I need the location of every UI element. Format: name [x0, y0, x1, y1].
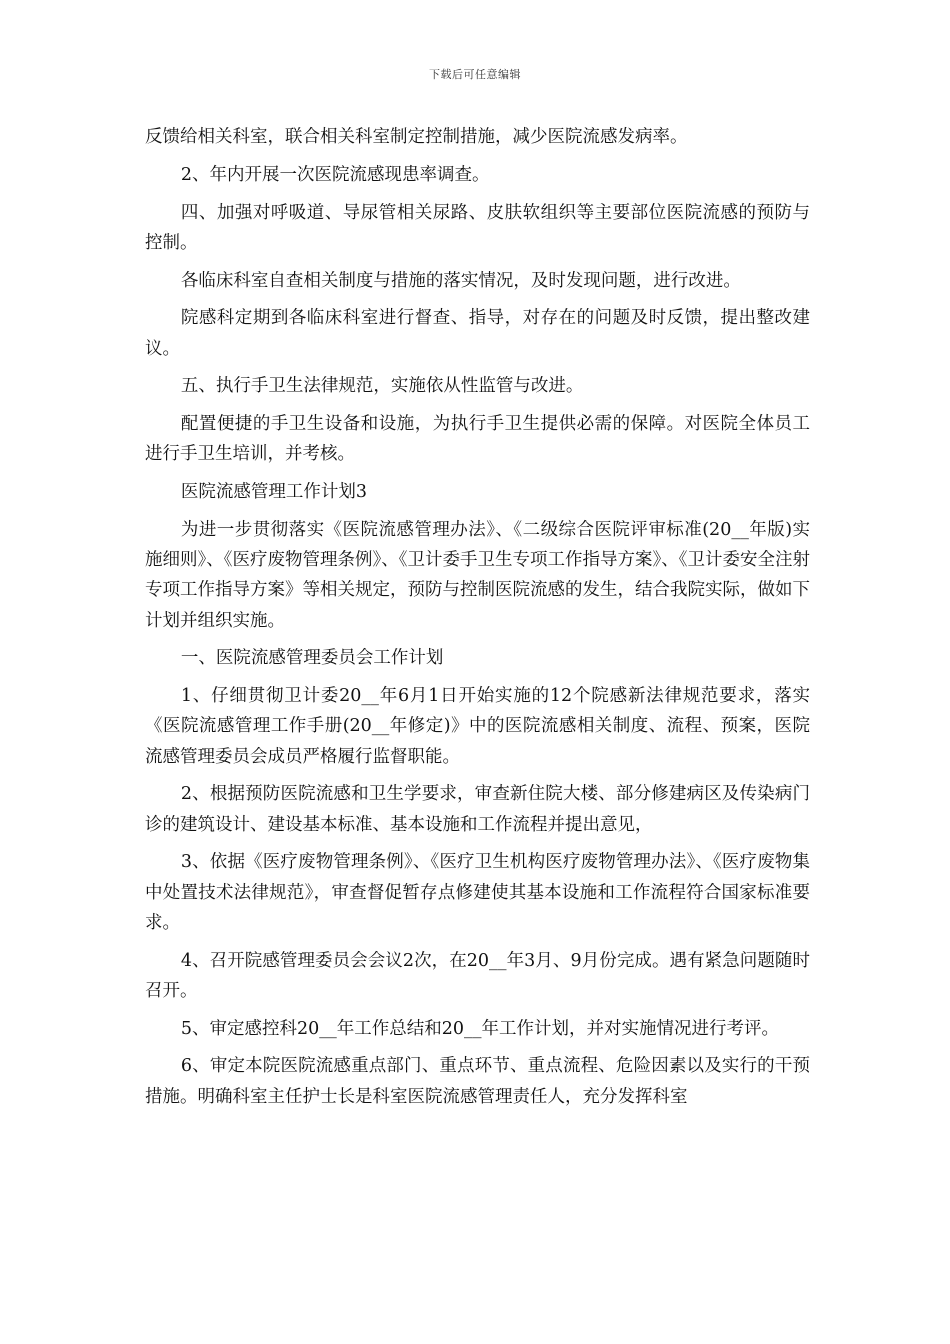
section-heading: 五、执行手卫生法律规范，实施依从性监管与改进。 [180, 376, 584, 397]
document-body [145, 122, 810, 1119]
paragraph: 反馈给相关科室，联合相关科室制定控制措施，减少医院流感发病率。 [145, 127, 688, 147]
paragraph: 各临床科室自查相关制度与措施的落实情况，及时发现问题，进行改进。 [180, 270, 741, 291]
section-heading: 四、加强对呼吸道、导尿管相关尿路、皮肤软组织等主要部位医院流感的预防与控制。 [145, 202, 810, 253]
list-item: 3、依据《医疗废物管理条例》、《医疗卫生机构医疗废物管理办法》、《医疗废物集中处置技术法律规范》，审查督促暂存点修建使其基本设施和工作流程符合国家标准要求。 [145, 852, 810, 933]
paragraph: 为进一步贯彻落实《医院流感管理办法》、《二级综合医院评审标准(20__年版)实施细则》、《医疗废物管理条例》、《卫计委手卫生专项工作指导方案》、《卫计委安全注射专项工作指导方案》等相关规定，预防与控制医院流感的发生，结合我院实际，做如下计划并组织实施。 [145, 519, 810, 631]
paragraph: 院感科定期到各临床科室进行督查、指导，对存在的问题及时反馈，提出整改建议。 [145, 308, 810, 359]
page-header: 下载后可任意编辑 [429, 68, 521, 81]
paragraph: 2、年内开展一次医院流感现患率调查。 [180, 164, 490, 185]
section-heading: 一、医院流感管理委员会工作计划 [180, 648, 444, 669]
paragraph: 配置便捷的手卫生设备和设施，为执行手卫生提供必需的保障。对医院全体员工进行手卫生培训，并考核。 [145, 414, 810, 465]
list-item: 2、根据预防医院流感和卫生学要求，审查新住院大楼、部分修建病区及传染病门诊的建筑设计、建设基本标准、基本设施和工作流程并提出意见， [145, 784, 810, 835]
list-item: 4、召开院感管理委员会会议2次，在20__年3月、9月份完成。遇有紧急问题随时召开。 [145, 950, 810, 1001]
list-item: 6、审定本院医院流感重点部门、重点环节、重点流程、危险因素以及实行的干预措施。明确科室主任护士长是科室医院流感管理责任人，充分发挥科室 [145, 1056, 810, 1107]
list-item: 5、审定感控科20__年工作总结和20__年工作计划，并对实施情况进行考评。 [180, 1018, 780, 1039]
plan-title: 医院流感管理工作计划3 [180, 482, 368, 503]
list-item: 1、仔细贯彻卫计委20__年6月1日开始实施的12个院感新法律规范要求，落实《医院流感管理工作手册(20__年修定)》中的医院流感相关制度、流程、预案，医院流感管理委员会成员严格履行监督职能。 [145, 686, 810, 767]
